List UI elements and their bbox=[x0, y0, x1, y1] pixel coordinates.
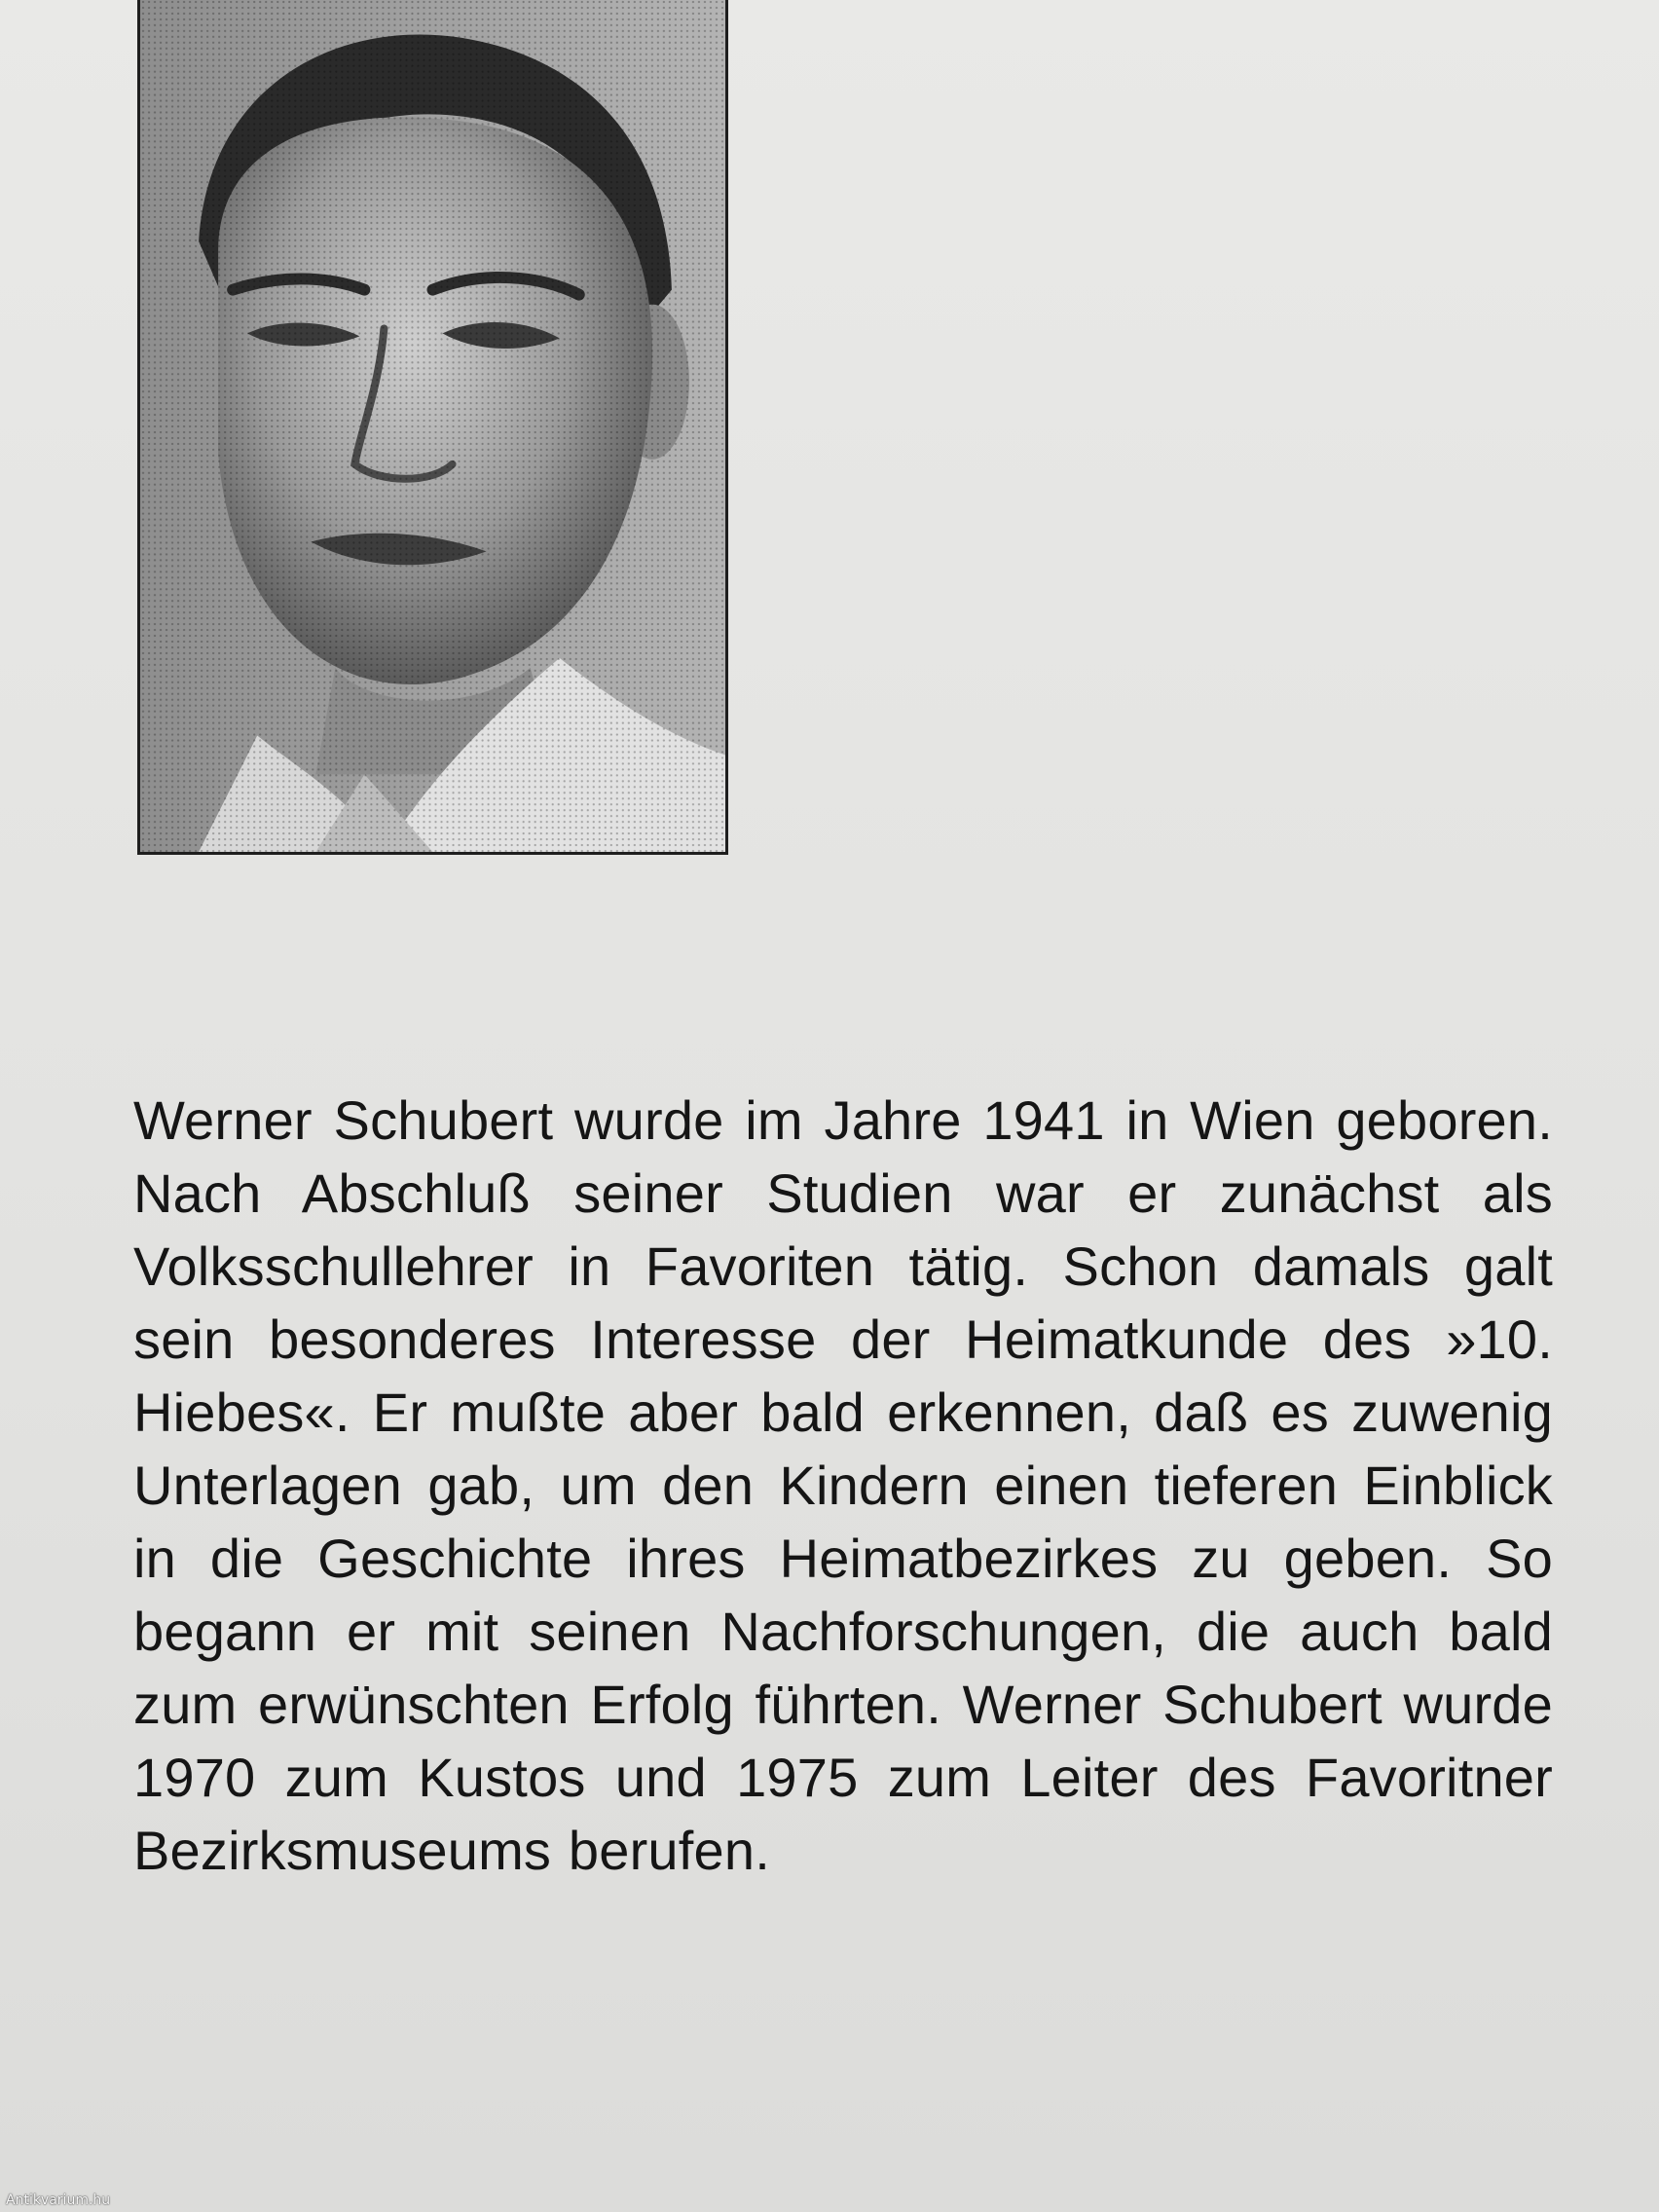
author-biography: Werner Schubert wurde im Jahre 1941 in Wien geboren. Nach Abschluß seiner Studien war er zunächst als Volksschullehrer in Favoriten tätig. Schon damals galt sein besonderes Interesse der Heimatkunde des »10. Hiebes«. Er mußte aber bald erkennen, daß es zuwenig Unterlagen gab, um den Kindern einen tieferen Einblick in die Geschichte ihres Heimatbezirkes zu geben. So begann er mit seinen Nachforschungen, die auch bald zum erwünschten Erfolg führten. Werner Schubert wurde 1970 zum Kustos und 1975 zum Leiter des Favoritner Bezirksmuseums berufen. bbox=[133, 1089, 1553, 1881]
author-photo bbox=[137, 0, 728, 855]
portrait-image bbox=[140, 0, 725, 852]
watermark: Antikvarium.hu bbox=[6, 2193, 111, 2208]
